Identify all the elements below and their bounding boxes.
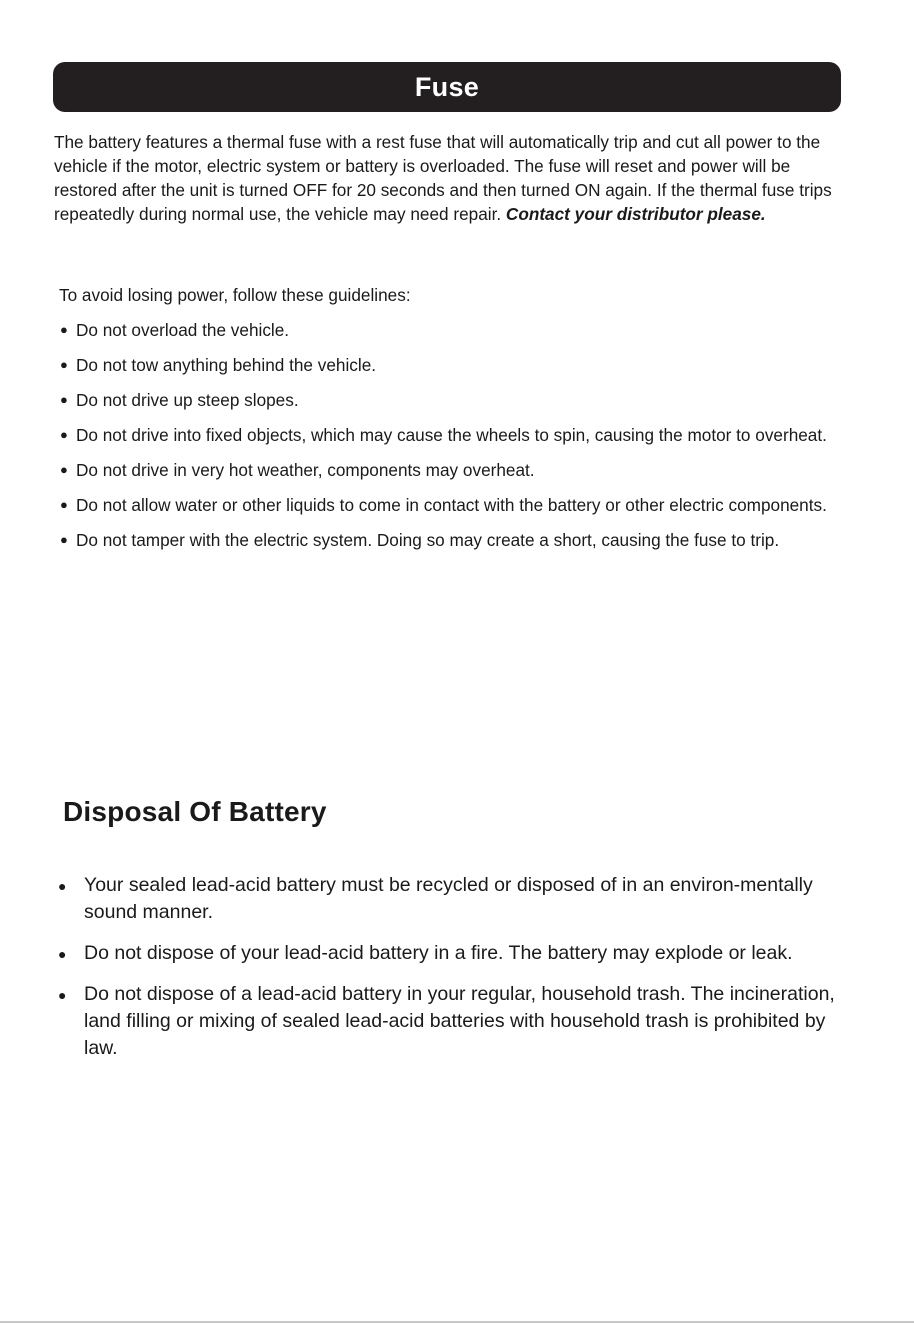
bullet-icon: ●: [58, 878, 67, 894]
list-item-text: Do not tow anything behind the vehicle.: [76, 355, 377, 375]
bullet-icon: ●: [58, 987, 67, 1003]
disposal-list: [58, 872, 858, 1076]
list-item: [58, 318, 858, 342]
bullet-icon: ●: [60, 497, 68, 512]
list-item: [58, 458, 858, 482]
list-item: [58, 353, 858, 377]
list-item-text: Do not drive into fixed objects, which may cause the wheels to spin, causing the motor to overheat.: [76, 425, 827, 445]
bullet-icon: ●: [58, 946, 67, 962]
list-item-text: Do not dispose of your lead-acid battery in a fire. The battery may explode or leak.: [84, 942, 793, 964]
fuse-title-bar: [53, 62, 841, 112]
bullet-icon: ●: [60, 462, 68, 477]
guidelines-lead: To avoid losing power, follow these guidelines:: [59, 285, 411, 305]
list-item-text: Do not tamper with the electric system. Doing so may create a short, causing the fuse to trip.: [76, 530, 780, 550]
list-item: [58, 493, 858, 517]
list-item: [58, 872, 858, 926]
list-item-text: Do not dispose of a lead-acid battery in your regular, household trash. The incineration, land filling or mixing of sealed lead-acid batteries with household trash is prohibited by law.: [84, 983, 835, 1059]
fuse-guidelines-list: [58, 318, 858, 563]
fuse-intro-paragraph: [54, 130, 854, 226]
bullet-icon: ●: [60, 322, 68, 337]
contact-distributor-note: Contact your distributor please.: [505, 204, 766, 224]
list-item-text: Do not allow water or other liquids to come in contact with the battery or other electric components.: [76, 495, 827, 515]
list-item: [58, 940, 858, 967]
list-item: [58, 388, 858, 412]
list-item: [58, 423, 858, 447]
fuse-intro-text: The battery features a thermal fuse with a rest fuse that will automatically trip and cut all power to the vehicle if the motor, electric system or battery is overloaded. The fuse will reset and power will be restored after the unit is turned OFF for 20 seconds and then turned ON again. If the thermal fuse trips repeatedly during normal use, the vehicle may need repair.: [54, 132, 832, 224]
disposal-title: Disposal Of Battery: [63, 796, 327, 827]
list-item-text: Your sealed lead-acid battery must be recycled or disposed of in an environ-mentally sound manner.: [84, 874, 813, 923]
list-item-text: Do not overload the vehicle.: [76, 320, 290, 340]
list-item-text: Do not drive up steep slopes.: [76, 390, 299, 410]
list-item-text: Do not drive in very hot weather, components may overheat.: [76, 460, 535, 480]
fuse-title: Fuse: [414, 71, 480, 102]
bullet-icon: ●: [60, 427, 68, 442]
list-item: [58, 981, 858, 1062]
bullet-icon: ●: [60, 357, 68, 372]
list-item: [58, 528, 858, 552]
bullet-icon: ●: [60, 392, 68, 407]
bullet-icon: ●: [60, 532, 68, 547]
